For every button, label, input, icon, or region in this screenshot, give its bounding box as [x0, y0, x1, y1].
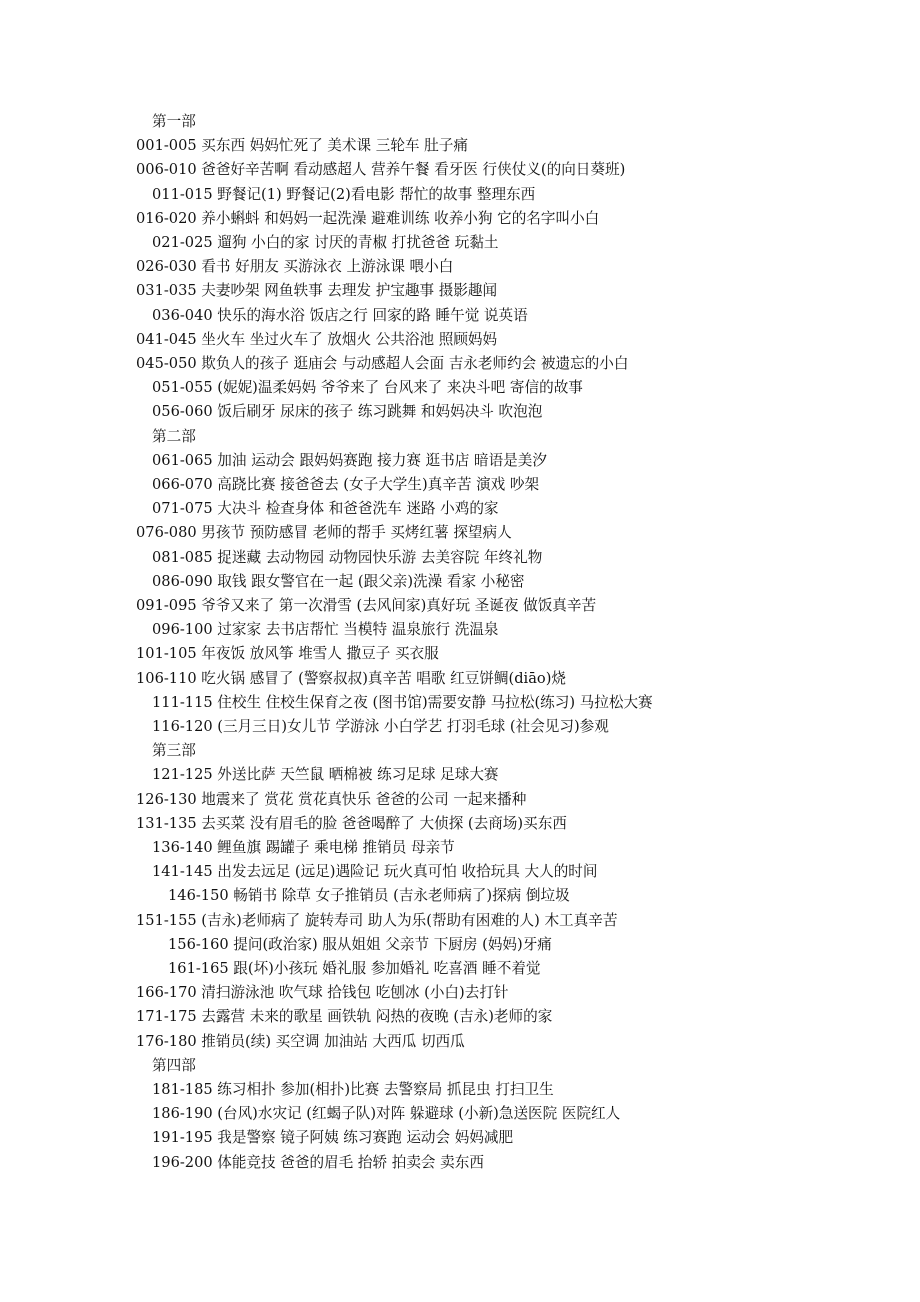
episode-line: 011-015 野餐记(1) 野餐记(2)看电影 帮忙的故事 整理东西 [152, 185, 536, 203]
episode-line: 111-115 住校生 住校生保育之夜 (图书馆)需要安静 马拉松(练习) 马拉松大赛 [152, 693, 653, 711]
episode-line: 056-060 饭后刷牙 尿床的孩子 练习跳舞 和妈妈决斗 吹泡泡 [152, 403, 543, 421]
episode-line: 031-035 夫妻吵架 网鱼轶事 去理发 护宝趣事 摄影趣闻 [136, 282, 498, 300]
episode-line: 061-065 加油 运动会 跟妈妈赛跑 接力赛 逛书店 暗语是美汐 [152, 451, 547, 469]
episode-line: 045-050 欺负人的孩子 逛庙会 与动感超人会面 吉永老师约会 被遗忘的小白 [136, 355, 629, 372]
episode-line: 101-105 年夜饭 放风筝 堆雪人 撒豆子 买衣服 [136, 645, 439, 663]
episode-line: 161-165 跟(坏)小孩玩 婚礼服 参加婚礼 吃喜酒 睡不着觉 [168, 960, 541, 977]
episode-line: 196-200 体能竞技 爸爸的眉毛 抬轿 拍卖会 卖东西 [152, 1153, 484, 1171]
episode-line: 121-125 外送比萨 天竺鼠 晒棉被 练习足球 足球大赛 [152, 766, 499, 784]
episode-line: 041-045 坐火车 坐过火车了 放烟火 公共浴池 照顾妈妈 [136, 330, 498, 348]
episode-line: 071-075 大决斗 检查身体 和爸爸洗车 迷路 小鸡的家 [152, 500, 499, 518]
episode-line: 086-090 取钱 跟女警官在一起 (跟父亲)洗澡 看家 小秘密 [152, 572, 525, 590]
episode-line: 136-140 鲤鱼旗 踢罐子 乘电梯 推销员 母亲节 [152, 839, 455, 856]
episode-line: 116-120 (三月三日)女儿节 学游泳 小白学艺 打羽毛球 (社会见习)参观 [152, 718, 609, 735]
section-heading: 第一部 [152, 113, 196, 130]
episode-line: 176-180 推销员(续) 买空调 加油站 大西瓜 切西瓜 [136, 1032, 465, 1050]
episode-line: 181-185 练习相扑 参加(相扑)比赛 去警察局 抓昆虫 打扫卫生 [152, 1081, 554, 1098]
episode-line: 001-005 买东西 妈妈忙死了 美术课 三轮车 肚子痛 [136, 137, 468, 155]
episode-line: 141-145 出发去远足 (远足)遇险记 玩火真可怕 收拾玩具 大人的时间 [152, 863, 598, 881]
section-heading: 第二部 [152, 427, 196, 445]
episode-line: 096-100 过家家 去书店帮忙 当模特 温泉旅行 洗温泉 [152, 621, 499, 639]
episode-line: 006-010 爸爸好辛苦啊 看动感超人 营养午餐 看牙医 行侠仗义(的向日葵班) [136, 161, 626, 179]
episode-line: 026-030 看书 好朋友 买游泳衣 上游泳课 喂小白 [136, 258, 454, 276]
episode-line: 016-020 养小蝌蚪 和妈妈一起洗澡 避难训练 收养小狗 它的名字叫小白 [136, 209, 600, 227]
episode-line: 091-095 爷爷又来了 第一次滑雪 (去风间家)真好玩 圣诞夜 做饭真辛苦 [136, 597, 597, 614]
episode-line: 021-025 遛狗 小白的家 讨厌的青椒 打扰爸爸 玩黏土 [152, 234, 499, 251]
episode-line: 156-160 提问(政治家) 服从姐姐 父亲节 下厨房 (妈妈)牙痛 [168, 935, 552, 953]
episode-line: 126-130 地震来了 赏花 赏花真快乐 爸爸的公司 一起来播种 [136, 790, 527, 808]
episode-line: 081-085 捉迷藏 去动物园 动物园快乐游 去美容院 年终礼物 [152, 548, 543, 566]
episode-line: 106-110 吃火锅 感冒了 (警察叔叔)真辛苦 唱歌 红豆饼鲷(diāo)烧 [136, 669, 566, 687]
episode-line: 076-080 男孩节 预防感冒 老师的帮手 买烤红薯 探望病人 [136, 524, 512, 542]
episode-line: 171-175 去露营 未来的歌星 画铁轨 闷热的夜晚 (吉永)老师的家 [136, 1008, 553, 1026]
episode-line: 166-170 清扫游泳池 吹气球 拾钱包 吃刨冰 (小白)去打针 [136, 984, 509, 1002]
episode-line: 066-070 高跷比赛 接爸爸去 (女子大学生)真辛苦 演戏 吵架 [152, 476, 540, 493]
section-heading: 第四部 [152, 1056, 196, 1074]
episode-line: 051-055 (妮妮)温柔妈妈 爷爷来了 台风来了 来决斗吧 寄信的故事 [152, 379, 583, 397]
episode-line: 131-135 去买菜 没有眉毛的脸 爸爸喝醉了 大侦探 (去商场)买东西 [136, 814, 567, 832]
episode-line: 036-040 快乐的海水浴 饭店之行 回家的路 睡午觉 说英语 [152, 306, 528, 324]
episode-line: 146-150 畅销书 除草 女子推销员 (吉永老师病了)探病 倒垃圾 [168, 887, 570, 905]
section-heading: 第三部 [152, 742, 196, 760]
episode-line: 151-155 (吉永)老师病了 旋转寿司 助人为乐(帮助有困难的人) 木工真辛苦 [136, 911, 618, 929]
episode-line: 186-190 (台风)水灾记 (红蝎子队)对阵 躲避球 (小新)急送医院 医院红人 [152, 1105, 621, 1123]
episode-line: 191-195 我是警察 镜子阿姨 练习赛跑 运动会 妈妈减肥 [152, 1129, 514, 1147]
